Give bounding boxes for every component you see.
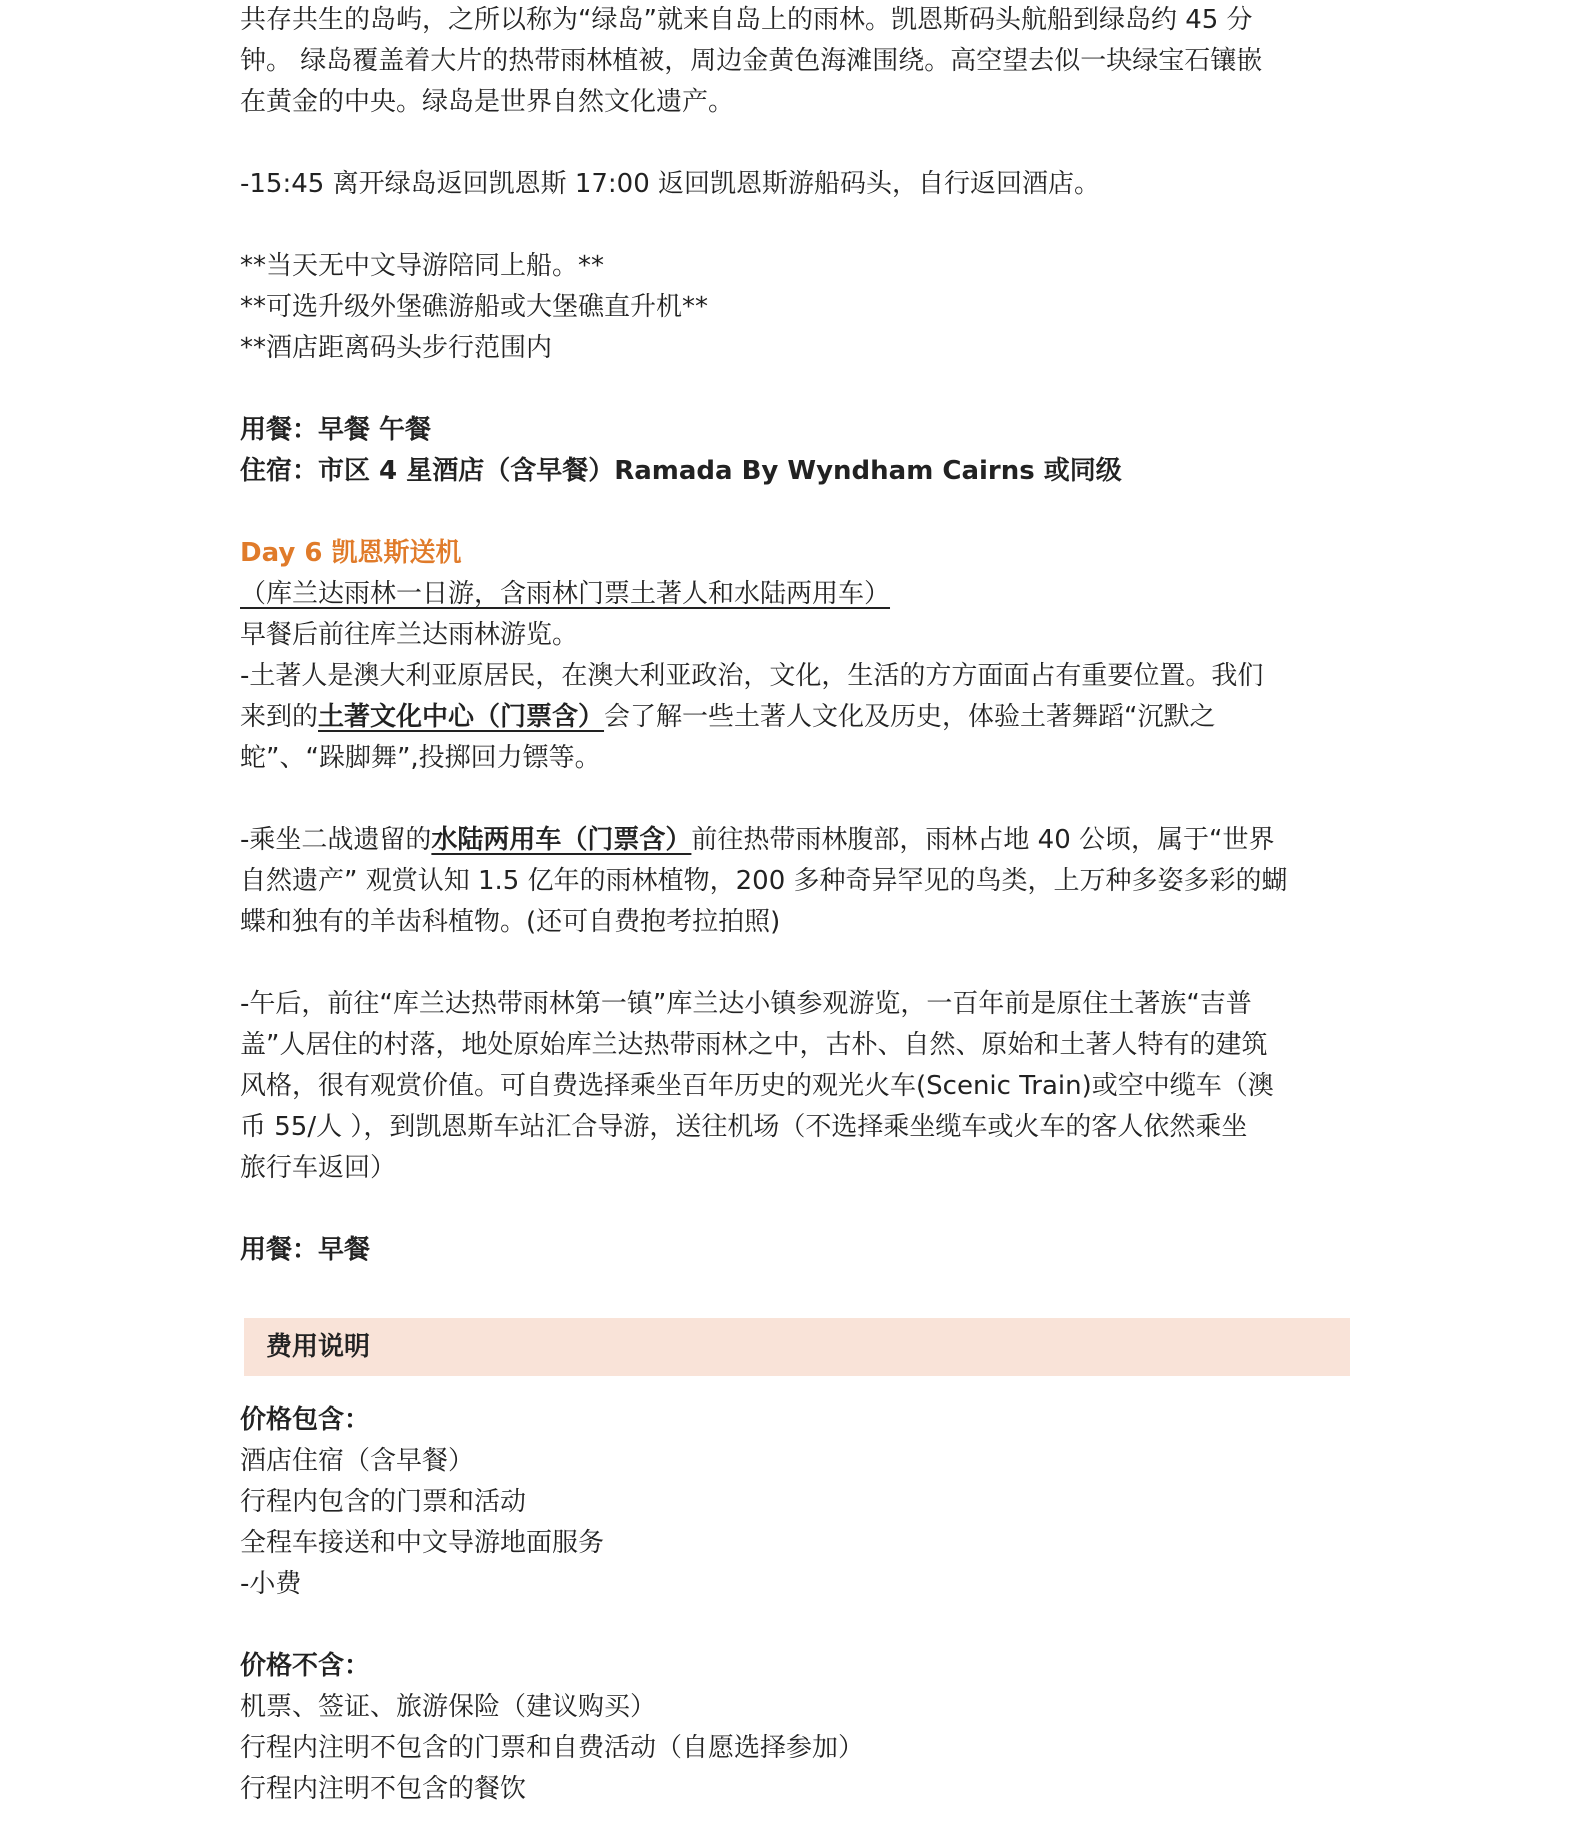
- day5-paragraph-line: 钟。 绿岛覆盖着大片的热带雨林植被，周边金黄色海滩围绕。高空望去似一块绿宝石镶嵌: [240, 46, 1263, 76]
- price-included-item: 行程内包含的门票和活动: [240, 1487, 527, 1517]
- day6-village-line: 币 55/人 ），到凯恩斯车站汇合导游，送往机场（不选择乘坐缆车或火车的客人依然乘坐: [240, 1112, 1248, 1142]
- amphibious-vehicle-highlight: 水陆两用车（门票含）: [431, 825, 692, 855]
- day5-hotel: 住宿：市区 4 星酒店（含早餐）Ramada By Wyndham Cairns 或同级: [240, 456, 1122, 486]
- price-included-item: 酒店住宿（含早餐）: [240, 1446, 475, 1476]
- fees-section-title: 费用说明: [266, 1332, 371, 1362]
- price-excluded-item: 行程内注明不包含的门票和自费活动（自愿选择参加）: [240, 1733, 865, 1763]
- itinerary-content: [240, 0, 1350, 1271]
- price-excluded-item: 行程内注明不包含的餐饮: [240, 1774, 527, 1804]
- day5-paragraph-line: 在黄金的中央。绿岛是世界自然文化遗产。: [240, 87, 735, 117]
- text-segment: 会了解一些土著人文化及历史，体验土著舞蹈“沉默之: [604, 702, 1216, 732]
- day5-return-schedule: -15:45 离开绿岛返回凯恩斯 17:00 返回凯恩斯游船码头，自行返回酒店。: [240, 169, 1101, 199]
- text-segment: -乘坐二战遗留的: [240, 825, 432, 855]
- price-included-title: 价格包含：: [240, 1405, 371, 1435]
- day5-meals: 用餐：早餐 午餐: [240, 415, 432, 445]
- price-included-item: -小费: [240, 1569, 302, 1599]
- fees-content: [240, 1400, 1350, 1810]
- day6-duck-line: 自然遗产” 观赏认知 1.5 亿年的雨林植物，200 多种奇异罕见的鸟类，上万种多姿多彩的蝴: [240, 866, 1288, 896]
- note-upgrade-option: **可选升级外堡礁游船或大堡礁直升机**: [240, 292, 709, 322]
- fees-section-header: [244, 1318, 1350, 1376]
- day6-village-line: -午后，前往“库兰达热带雨林第一镇”库兰达小镇参观游览，一百年前是原住土著族“吉普: [240, 989, 1252, 1019]
- note-no-guide: **当天无中文导游陪同上船。**: [240, 251, 605, 281]
- price-included-item: 全程车接送和中文导游地面服务: [240, 1528, 605, 1558]
- day6-aboriginal-line: -土著人是澳大利亚原居民，在澳大利亚政治，文化，生活的方方面面占有重要位置。我们: [240, 661, 1264, 691]
- note-hotel-distance: **酒店距离码头步行范围内: [240, 333, 553, 363]
- day6-village-line: 盖”人居住的村落，地处原始库兰达热带雨林之中，古朴、自然、原始和土著人特有的建筑: [240, 1030, 1268, 1060]
- day6-aboriginal-line: [240, 697, 1350, 738]
- text-segment: 来到的: [240, 702, 319, 732]
- day6-aboriginal-line: 蛇”、“跺脚舞”,投掷回力镖等。: [240, 743, 601, 773]
- day6-subtitle: [240, 574, 1350, 615]
- day6-village-line: 风格，很有观赏价值。可自费选择乘坐百年历史的观光火车(Scenic Train)或空中缆车（澳: [240, 1071, 1274, 1101]
- day6-village-line: 旅行车返回）: [240, 1153, 397, 1183]
- day6-intro: 早餐后前往库兰达雨林游览。: [240, 620, 579, 650]
- day6-title: Day 6 凯恩斯送机: [240, 538, 462, 568]
- day5-paragraph-line: 共存共生的岛屿，之所以称为“绿岛”就来自岛上的雨林。凯恩斯码头航船到绿岛约 45 分: [240, 5, 1253, 35]
- day6-meals: 用餐：早餐: [240, 1235, 371, 1265]
- day6-subtitle-text: （库兰达雨林一日游，含雨林门票土著人和水陆两用车）: [240, 579, 891, 609]
- text-segment: 前往热带雨林腹部，雨林占地 40 公顷，属于“世界: [691, 825, 1275, 855]
- day6-duck-line: [240, 820, 1350, 861]
- day6-duck-line: 蝶和独有的羊齿科植物。(还可自费抱考拉拍照): [240, 907, 781, 937]
- price-excluded-title: 价格不含：: [240, 1651, 371, 1681]
- price-excluded-item: 机票、签证、旅游保险（建议购买）: [240, 1692, 657, 1722]
- aboriginal-culture-center-highlight: 土著文化中心（门票含）: [318, 702, 605, 732]
